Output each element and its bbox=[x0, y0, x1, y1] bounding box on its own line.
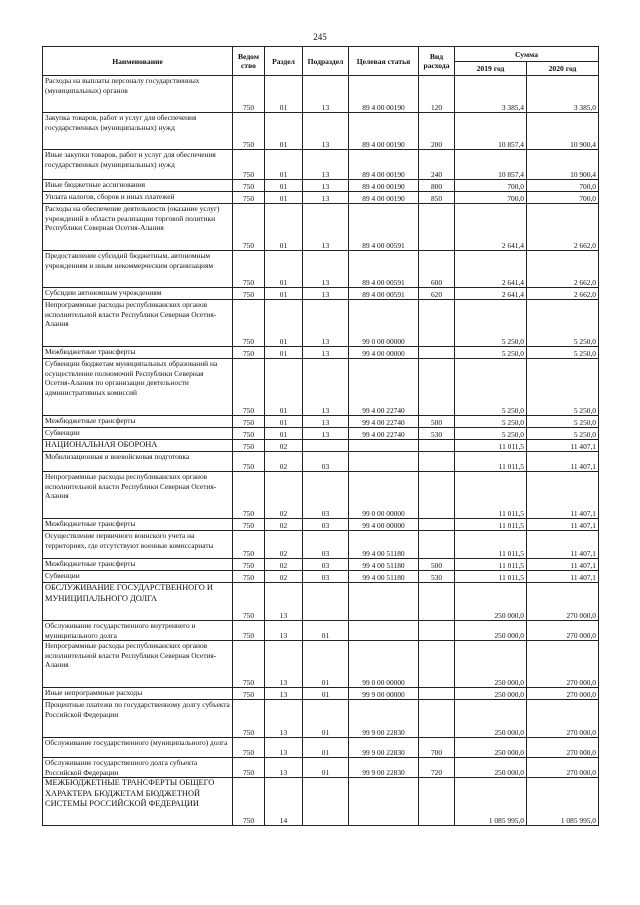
table-cell-vid: 700 bbox=[419, 738, 455, 758]
table-cell-2020: 11 407,1 bbox=[527, 440, 599, 452]
table-cell-razdel: 01 bbox=[265, 150, 303, 180]
table-cell-razdel: 13 bbox=[265, 700, 303, 738]
table-cell-razdel: 13 bbox=[265, 621, 303, 641]
table-cell-target bbox=[349, 440, 419, 452]
table-cell-ved: 750 bbox=[233, 359, 265, 416]
table-cell-razdel: 01 bbox=[265, 251, 303, 288]
table-cell-podrazdel: 01 bbox=[303, 688, 349, 700]
table-cell-vid: 500 bbox=[419, 559, 455, 571]
table-cell-ved: 750 bbox=[233, 452, 265, 472]
table-cell-2020: 11 407,1 bbox=[527, 531, 599, 559]
table-row bbox=[43, 251, 599, 288]
table-cell-name: Процентные платежи по государственному долгу субъекта Российской Федерации bbox=[43, 700, 233, 738]
table-cell-2020: 5 250,0 bbox=[527, 347, 599, 359]
table-cell-name: НАЦИОНАЛЬНАЯ ОБОРОНА bbox=[43, 440, 233, 452]
table-cell-name: ОБСЛУЖИВАНИЕ ГОСУДАРСТВЕННОГО И МУНИЦИПАЛЬНОГО ДОЛГА bbox=[43, 583, 233, 621]
table-cell-vid: 200 bbox=[419, 113, 455, 150]
table-cell-razdel: 13 bbox=[265, 688, 303, 700]
header-ved: Ведом ство bbox=[233, 47, 265, 76]
table-cell-2020: 2 662,0 bbox=[527, 251, 599, 288]
table-cell-razdel: 01 bbox=[265, 428, 303, 440]
table-cell-podrazdel: 03 bbox=[303, 472, 349, 519]
table-row bbox=[43, 347, 599, 359]
table-cell-target: 99 0 00 00000 bbox=[349, 472, 419, 519]
table-cell-name: Иные непрограммные расходы bbox=[43, 688, 233, 700]
table-row bbox=[43, 300, 599, 347]
table-row bbox=[43, 583, 599, 621]
table-cell-podrazdel: 03 bbox=[303, 559, 349, 571]
table-cell-2020: 270 000,0 bbox=[527, 700, 599, 738]
table-cell-name: Осуществление первичного воинского учета на территориях, где отсутствуют военные комиссариаты bbox=[43, 531, 233, 559]
table-cell-2020: 11 407,1 bbox=[527, 519, 599, 531]
table-cell-2019: 250 000,0 bbox=[455, 688, 527, 700]
table-cell-vid bbox=[419, 778, 455, 826]
table-cell-target: 89 4 00 00190 bbox=[349, 113, 419, 150]
table-cell-2019: 250 000,0 bbox=[455, 621, 527, 641]
table-cell-ved: 750 bbox=[233, 180, 265, 192]
table-cell-podrazdel: 01 bbox=[303, 621, 349, 641]
table-cell-target: 89 4 00 00190 bbox=[349, 180, 419, 192]
table-cell-name: Межбюджетные трансферты bbox=[43, 416, 233, 428]
table-cell-razdel: 01 bbox=[265, 416, 303, 428]
table-cell-target: 99 4 00 51180 bbox=[349, 531, 419, 559]
table-row bbox=[43, 113, 599, 150]
table-cell-2019: 700,0 bbox=[455, 192, 527, 204]
table-cell-podrazdel: 13 bbox=[303, 288, 349, 300]
table-cell-2019: 2 641,4 bbox=[455, 204, 527, 251]
table-cell-name: Закупка товаров, работ и услуг для обеспечения государственных (муниципальных) нужд bbox=[43, 113, 233, 150]
table-cell-2020: 11 407,1 bbox=[527, 472, 599, 519]
table-cell-vid bbox=[419, 688, 455, 700]
table-cell-name: Непрограммные расходы республиканских органов исполнительной власти Республики Северная Осетия-Алания bbox=[43, 472, 233, 519]
table-row bbox=[43, 76, 599, 113]
table-cell-2019: 5 250,0 bbox=[455, 359, 527, 416]
table-cell-target: 99 4 00 22740 bbox=[349, 359, 419, 416]
table-cell-razdel: 02 bbox=[265, 531, 303, 559]
table-cell-vid bbox=[419, 641, 455, 688]
table-cell-vid bbox=[419, 519, 455, 531]
table-cell-podrazdel: 03 bbox=[303, 452, 349, 472]
table-cell-2020: 270 000,0 bbox=[527, 688, 599, 700]
table-cell-target bbox=[349, 583, 419, 621]
table-row bbox=[43, 452, 599, 472]
table-cell-target: 99 0 00 00000 bbox=[349, 300, 419, 347]
table-cell-vid: 240 bbox=[419, 150, 455, 180]
table-cell-podrazdel: 13 bbox=[303, 347, 349, 359]
budget-table bbox=[42, 46, 599, 826]
table-cell-ved: 750 bbox=[233, 621, 265, 641]
table-cell-name: Обслуживание государственного (муниципального) долга bbox=[43, 738, 233, 758]
table-cell-ved: 750 bbox=[233, 519, 265, 531]
table-cell-2019: 11 011,5 bbox=[455, 472, 527, 519]
table-cell-target bbox=[349, 778, 419, 826]
table-row bbox=[43, 738, 599, 758]
table-cell-2019: 5 250,0 bbox=[455, 416, 527, 428]
table-cell-razdel: 01 bbox=[265, 192, 303, 204]
table-row bbox=[43, 150, 599, 180]
table-cell-ved: 750 bbox=[233, 113, 265, 150]
table-cell-target: 89 4 00 00190 bbox=[349, 150, 419, 180]
table-cell-ved: 750 bbox=[233, 428, 265, 440]
table-cell-razdel: 01 bbox=[265, 347, 303, 359]
table-row bbox=[43, 359, 599, 416]
table-cell-2019: 250 000,0 bbox=[455, 758, 527, 778]
table-row bbox=[43, 758, 599, 778]
table-cell-2020: 10 900,4 bbox=[527, 113, 599, 150]
table-cell-podrazdel: 13 bbox=[303, 251, 349, 288]
header-2019: 2019 год bbox=[455, 62, 527, 76]
table-cell-name: Обслуживание государственного долга субъекта Российской Федерации bbox=[43, 758, 233, 778]
table-cell-name: Субвенции bbox=[43, 571, 233, 583]
table-cell-podrazdel: 03 bbox=[303, 571, 349, 583]
table-cell-target: 99 4 00 00000 bbox=[349, 519, 419, 531]
table-cell-ved: 750 bbox=[233, 347, 265, 359]
table-cell-2020: 270 000,0 bbox=[527, 758, 599, 778]
table-cell-ved: 750 bbox=[233, 700, 265, 738]
table-cell-razdel: 01 bbox=[265, 204, 303, 251]
table-cell-2019: 2 641,4 bbox=[455, 288, 527, 300]
table-cell-target: 89 4 00 00591 bbox=[349, 204, 419, 251]
header-name: Наименование bbox=[43, 47, 233, 76]
table-cell-vid: 600 bbox=[419, 251, 455, 288]
table-cell-2019: 10 857,4 bbox=[455, 113, 527, 150]
table-cell-2019: 2 641,4 bbox=[455, 251, 527, 288]
table-cell-ved: 750 bbox=[233, 571, 265, 583]
table-cell-name: Межбюджетные трансферты bbox=[43, 347, 233, 359]
table-cell-name: Субсидии автономным учреждениям bbox=[43, 288, 233, 300]
table-body bbox=[43, 76, 599, 826]
table-cell-target: 89 4 00 00591 bbox=[349, 288, 419, 300]
table-cell-podrazdel: 13 bbox=[303, 428, 349, 440]
table-cell-2019: 250 000,0 bbox=[455, 641, 527, 688]
table-cell-razdel: 02 bbox=[265, 571, 303, 583]
table-cell-podrazdel: 13 bbox=[303, 180, 349, 192]
table-cell-2019: 5 250,0 bbox=[455, 428, 527, 440]
table-row bbox=[43, 531, 599, 559]
table-cell-ved: 750 bbox=[233, 288, 265, 300]
table-cell-2019: 11 011,5 bbox=[455, 531, 527, 559]
table-cell-ved: 750 bbox=[233, 688, 265, 700]
table-cell-razdel: 01 bbox=[265, 113, 303, 150]
table-cell-ved: 750 bbox=[233, 150, 265, 180]
table-cell-ved: 750 bbox=[233, 416, 265, 428]
table-cell-vid: 500 bbox=[419, 416, 455, 428]
table-cell-podrazdel: 01 bbox=[303, 738, 349, 758]
table-cell-ved: 750 bbox=[233, 531, 265, 559]
table-cell-vid bbox=[419, 531, 455, 559]
table-cell-2020: 5 250,0 bbox=[527, 428, 599, 440]
table-cell-2020: 2 662,0 bbox=[527, 204, 599, 251]
table-cell-name: Межбюджетные трансферты bbox=[43, 519, 233, 531]
table-cell-2019: 11 011,5 bbox=[455, 571, 527, 583]
table-cell-target: 89 4 00 00190 bbox=[349, 76, 419, 113]
table-cell-razdel: 13 bbox=[265, 641, 303, 688]
table-cell-2020: 11 407,1 bbox=[527, 452, 599, 472]
table-cell-2019: 5 250,0 bbox=[455, 347, 527, 359]
table-cell-2019: 250 000,0 bbox=[455, 738, 527, 758]
table-row bbox=[43, 641, 599, 688]
table-row bbox=[43, 559, 599, 571]
table-cell-podrazdel: 13 bbox=[303, 76, 349, 113]
table-cell-2020: 1 085 995,0 bbox=[527, 778, 599, 826]
table-cell-target: 99 9 00 22830 bbox=[349, 758, 419, 778]
header-sum: Сумма bbox=[455, 47, 599, 62]
table-cell-name: Расходы на выплаты персоналу государственных (муниципальных) органов bbox=[43, 76, 233, 113]
table-cell-target: 99 4 00 51180 bbox=[349, 559, 419, 571]
table-cell-ved: 750 bbox=[233, 758, 265, 778]
table-row bbox=[43, 204, 599, 251]
table-cell-2020: 10 900,4 bbox=[527, 150, 599, 180]
table-row bbox=[43, 180, 599, 192]
table-cell-target: 99 9 00 22830 bbox=[349, 700, 419, 738]
table-cell-razdel: 02 bbox=[265, 519, 303, 531]
table-row bbox=[43, 472, 599, 519]
page-number: 245 bbox=[313, 32, 327, 42]
table-cell-2019: 11 011,5 bbox=[455, 559, 527, 571]
table-cell-target: 99 9 00 22830 bbox=[349, 738, 419, 758]
table-cell-name: Субвенции bbox=[43, 428, 233, 440]
table-cell-razdel: 02 bbox=[265, 559, 303, 571]
table-cell-podrazdel: 13 bbox=[303, 359, 349, 416]
table-cell-podrazdel: 13 bbox=[303, 300, 349, 347]
table-cell-razdel: 13 bbox=[265, 758, 303, 778]
table-cell-razdel: 02 bbox=[265, 452, 303, 472]
table-cell-ved: 750 bbox=[233, 251, 265, 288]
table-cell-target: 89 4 00 00591 bbox=[349, 251, 419, 288]
table-row bbox=[43, 519, 599, 531]
table-cell-name: Уплата налогов, сборов и иных платежей bbox=[43, 192, 233, 204]
table-cell-podrazdel: 01 bbox=[303, 641, 349, 688]
table-cell-2020: 5 250,0 bbox=[527, 300, 599, 347]
table-row bbox=[43, 440, 599, 452]
table-cell-ved: 750 bbox=[233, 583, 265, 621]
table-cell-ved: 750 bbox=[233, 76, 265, 113]
table-cell-name: Субвенции бюджетам муниципальных образований на осуществление полномочий Республики Северная Осетия-Алания по организации деятельности административных комиссий bbox=[43, 359, 233, 416]
table-cell-razdel: 01 bbox=[265, 76, 303, 113]
table-cell-vid: 850 bbox=[419, 192, 455, 204]
table-cell-podrazdel: 13 bbox=[303, 204, 349, 251]
header-podrazdel: Подраздел bbox=[303, 47, 349, 76]
table-cell-name: Мобилизационная и вневойсковая подготовка bbox=[43, 452, 233, 472]
table-row bbox=[43, 621, 599, 641]
table-cell-vid bbox=[419, 204, 455, 251]
table-cell-podrazdel: 03 bbox=[303, 519, 349, 531]
table-cell-name: Предоставление субсидий бюджетным, автономным учреждениям и иным некоммерческим организациям bbox=[43, 251, 233, 288]
table-cell-name: Обслуживание государственного внутреннего и муниципального долга bbox=[43, 621, 233, 641]
table-cell-vid: 720 bbox=[419, 758, 455, 778]
table-cell-name: Иные бюджетные ассигнования bbox=[43, 180, 233, 192]
table-cell-target: 99 4 00 22740 bbox=[349, 428, 419, 440]
table-cell-podrazdel: 03 bbox=[303, 531, 349, 559]
table-cell-ved: 750 bbox=[233, 440, 265, 452]
table-cell-ved: 750 bbox=[233, 472, 265, 519]
table-cell-target: 99 4 00 00000 bbox=[349, 347, 419, 359]
table-cell-2020: 11 407,1 bbox=[527, 559, 599, 571]
table-cell-vid bbox=[419, 359, 455, 416]
table-cell-ved: 750 bbox=[233, 778, 265, 826]
table-cell-podrazdel: 13 bbox=[303, 113, 349, 150]
table-cell-2020: 2 662,0 bbox=[527, 288, 599, 300]
table-cell-razdel: 13 bbox=[265, 583, 303, 621]
table-row bbox=[43, 700, 599, 738]
table-cell-vid bbox=[419, 583, 455, 621]
table-cell-podrazdel bbox=[303, 583, 349, 621]
table-row bbox=[43, 288, 599, 300]
table-cell-vid bbox=[419, 452, 455, 472]
table-cell-target bbox=[349, 621, 419, 641]
header-razdel: Раздел bbox=[265, 47, 303, 76]
table-cell-razdel: 02 bbox=[265, 440, 303, 452]
table-cell-2019: 250 000,0 bbox=[455, 700, 527, 738]
table-cell-podrazdel: 13 bbox=[303, 150, 349, 180]
table-cell-name: Расходы на обеспечение деятельности (оказание услуг) учреждений в области реализации торговой политики Республики Северная Осетия-Алания bbox=[43, 204, 233, 251]
table-cell-vid bbox=[419, 700, 455, 738]
table-cell-razdel: 14 bbox=[265, 778, 303, 826]
header-2020: 2020 год bbox=[527, 62, 599, 76]
header-vid: Вид расхода bbox=[419, 47, 455, 76]
table-cell-podrazdel bbox=[303, 778, 349, 826]
table-cell-name: МЕЖБЮДЖЕТНЫЕ ТРАНСФЕРТЫ ОБЩЕГО ХАРАКТЕРА БЮДЖЕТАМ БЮДЖЕТНОЙ СИСТЕМЫ РОССИЙСКОЙ ФЕДЕРАЦИИ bbox=[43, 778, 233, 826]
table-cell-ved: 750 bbox=[233, 641, 265, 688]
table-cell-2019: 700,0 bbox=[455, 180, 527, 192]
table-cell-2019: 11 011,5 bbox=[455, 440, 527, 452]
table-cell-razdel: 01 bbox=[265, 359, 303, 416]
table-cell-razdel: 01 bbox=[265, 288, 303, 300]
table-cell-2019: 3 385,4 bbox=[455, 76, 527, 113]
table-row bbox=[43, 571, 599, 583]
table-cell-name: Непрограммные расходы республиканских органов исполнительной власти Республики Северная Осетия-Алания bbox=[43, 300, 233, 347]
table-cell-razdel: 13 bbox=[265, 738, 303, 758]
table-cell-2020: 5 250,0 bbox=[527, 359, 599, 416]
table-row bbox=[43, 778, 599, 826]
table-cell-2019: 11 011,5 bbox=[455, 519, 527, 531]
table-cell-2020: 270 000,0 bbox=[527, 641, 599, 688]
table-cell-ved: 750 bbox=[233, 559, 265, 571]
table-cell-razdel: 01 bbox=[265, 300, 303, 347]
table-cell-2020: 700,0 bbox=[527, 180, 599, 192]
table-cell-2020: 5 250,0 bbox=[527, 416, 599, 428]
table-cell-vid bbox=[419, 347, 455, 359]
table-cell-name: Иные закупки товаров, работ и услуг для обеспечения государственных (муниципальных) нужд bbox=[43, 150, 233, 180]
table-cell-ved: 750 bbox=[233, 204, 265, 251]
table-cell-vid bbox=[419, 300, 455, 347]
table-cell-ved: 750 bbox=[233, 738, 265, 758]
table-cell-vid: 530 bbox=[419, 571, 455, 583]
table-cell-2020: 270 000,0 bbox=[527, 738, 599, 758]
table-cell-podrazdel bbox=[303, 440, 349, 452]
table-cell-2019: 5 250,0 bbox=[455, 300, 527, 347]
table-cell-name: Межбюджетные трансферты bbox=[43, 559, 233, 571]
table-cell-podrazdel: 13 bbox=[303, 192, 349, 204]
table-cell-target: 99 4 00 22740 bbox=[349, 416, 419, 428]
table-cell-target: 99 0 00 00000 bbox=[349, 641, 419, 688]
table-row bbox=[43, 416, 599, 428]
table-cell-podrazdel: 01 bbox=[303, 758, 349, 778]
table-cell-razdel: 02 bbox=[265, 472, 303, 519]
table-cell-2020: 11 407,1 bbox=[527, 571, 599, 583]
header-target: Целевая статья bbox=[349, 47, 419, 76]
table-cell-vid: 620 bbox=[419, 288, 455, 300]
table-row bbox=[43, 688, 599, 700]
table-cell-2020: 270 000,0 bbox=[527, 583, 599, 621]
table-cell-target: 99 4 00 51180 bbox=[349, 571, 419, 583]
table-cell-2019: 10 857,4 bbox=[455, 150, 527, 180]
table-cell-podrazdel: 01 bbox=[303, 700, 349, 738]
table-cell-target: 89 4 00 00190 bbox=[349, 192, 419, 204]
table-cell-2019: 1 085 995,0 bbox=[455, 778, 527, 826]
table-cell-vid bbox=[419, 472, 455, 519]
table-cell-ved: 750 bbox=[233, 192, 265, 204]
table-cell-razdel: 01 bbox=[265, 180, 303, 192]
table-cell-vid: 530 bbox=[419, 428, 455, 440]
table-cell-vid: 800 bbox=[419, 180, 455, 192]
table-cell-2020: 270 000,0 bbox=[527, 621, 599, 641]
table-cell-vid bbox=[419, 440, 455, 452]
table-cell-name: Непрограммные расходы республиканских органов исполнительной власти Республики Северная Осетия-Алания bbox=[43, 641, 233, 688]
table-cell-vid: 120 bbox=[419, 76, 455, 113]
table-cell-vid bbox=[419, 621, 455, 641]
table-cell-2020: 700,0 bbox=[527, 192, 599, 204]
table-cell-2019: 11 011,5 bbox=[455, 452, 527, 472]
table-row bbox=[43, 192, 599, 204]
table-cell-2020: 3 385,0 bbox=[527, 76, 599, 113]
table-cell-target bbox=[349, 452, 419, 472]
table-cell-podrazdel: 13 bbox=[303, 416, 349, 428]
table-row bbox=[43, 428, 599, 440]
table-cell-target: 99 9 00 00000 bbox=[349, 688, 419, 700]
table-cell-ved: 750 bbox=[233, 300, 265, 347]
table-cell-2019: 250 000,0 bbox=[455, 583, 527, 621]
